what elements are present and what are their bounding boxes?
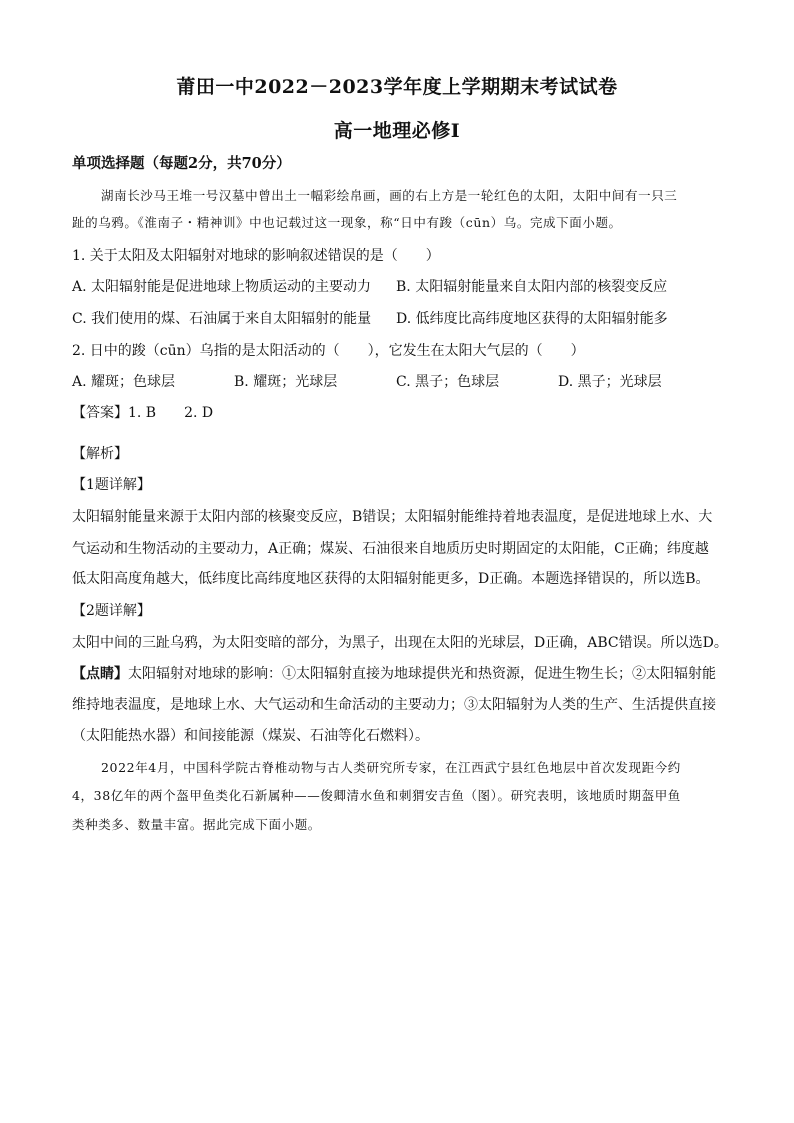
- analysis-tag: 【解析】: [72, 446, 128, 462]
- page-title: 莆田一中2022－2023学年度上学期期末考试试卷: [176, 76, 618, 98]
- question2-stem: 2. 日中的踆（cūn）乌指的是太阳活动的（ ），它发生在太阳大气层的（ ）: [72, 343, 585, 359]
- question1-option-b: B. 太阳辐射能量来自太阳内部的核裂变反应: [396, 279, 668, 295]
- section-heading: 单项选择题（每题2分，共70分）: [72, 155, 291, 172]
- passage2-line-3: 类种类多、数量丰富。据此完成下面小题。: [72, 817, 321, 832]
- question1-option-a: A. 太阳辐射能是促进地球上物质运动的主要动力: [72, 279, 372, 295]
- tip-tag: 【点睛】: [72, 666, 128, 682]
- question2-option-c: C. 黑子；色球层: [396, 374, 500, 390]
- tip-line-1: [72, 663, 716, 683]
- detail1-line-3: 低太阳高度角越大，低纬度比高纬度地区获得的太阳辐射能更多，D正确。本题选择错误的，所以选B。: [72, 571, 710, 587]
- detail2-tag: 【2题详解】: [72, 603, 151, 619]
- tip-text-1: 太阳辐射对地球的影响：①太阳辐射直接为地球提供光和热资源，促进生物生长；②太阳辐射能: [128, 666, 716, 682]
- question1-option-d: D. 低纬度比高纬度地区获得的太阳辐射能多: [396, 311, 668, 327]
- page-subtitle: 高一地理必修Ⅰ: [333, 120, 461, 142]
- answer-text: 1. B 2. D: [128, 405, 214, 421]
- question2-option-a: A. 耀斑；色球层: [72, 374, 176, 390]
- answer-tag: 【答案】: [72, 405, 128, 421]
- passage1-line2: 趾的乌鸦。《淮南子・精神训》中也记载过这一现象，称“日中有踆（cūn）乌。完成下面小题。: [72, 215, 622, 230]
- detail1-line-2: 气运动和生物活动的主要动力，A正确；煤炭、石油很来自地质历史时期固定的太阳能，C正确；纬度越: [72, 541, 709, 557]
- detail1-tag: 【1题详解】: [72, 477, 151, 493]
- passage1-line1: 湖南长沙马王堆一号汉墓中曾出土一幅彩绘帛画，画的右上方是一轮红色的太阳，太阳中间有一只三: [101, 188, 678, 203]
- question2-option-d: D. 黑子；光球层: [558, 374, 662, 390]
- question1-stem: 1. 关于太阳及太阳辐射对地球的影响叙述错误的是（ ）: [72, 248, 440, 264]
- question1-option-c: C. 我们使用的煤、石油属于来自太阳辐射的能量: [72, 311, 372, 327]
- answer-line: [72, 402, 213, 422]
- detail1-line-1: 太阳辐射能量来源于太阳内部的核聚变反应，B错误；太阳辐射能维持着地表温度，是促进地球上水、大: [72, 509, 713, 525]
- passage2-line-1: 2022年4月，中国科学院古脊椎动物与古人类研究所专家，在江西武宁县红色地层中首次发现距今约: [101, 760, 681, 775]
- tip-line-2: 维持地表温度，是地球上水、大气运动和生命活动的主要动力；③太阳辐射为人类的生产、生活提供直接: [72, 697, 716, 713]
- tip-line-3: （太阳能热水器）和间接能源（煤炭、石油等化石燃料）。: [72, 728, 429, 744]
- question2-option-b: B. 耀斑；光球层: [234, 374, 338, 390]
- passage2-line-2: 4，38亿年的两个盔甲鱼类化石新属种——俊卿清水鱼和刺猬安吉鱼（图）。研究表明，该地质时期盔甲鱼: [72, 788, 681, 803]
- detail2-line-1: 太阳中间的三趾乌鸦，为太阳变暗的部分，为黑子，出现在太阳的光球层，D正确，ABC错误。所以选D。: [72, 635, 728, 651]
